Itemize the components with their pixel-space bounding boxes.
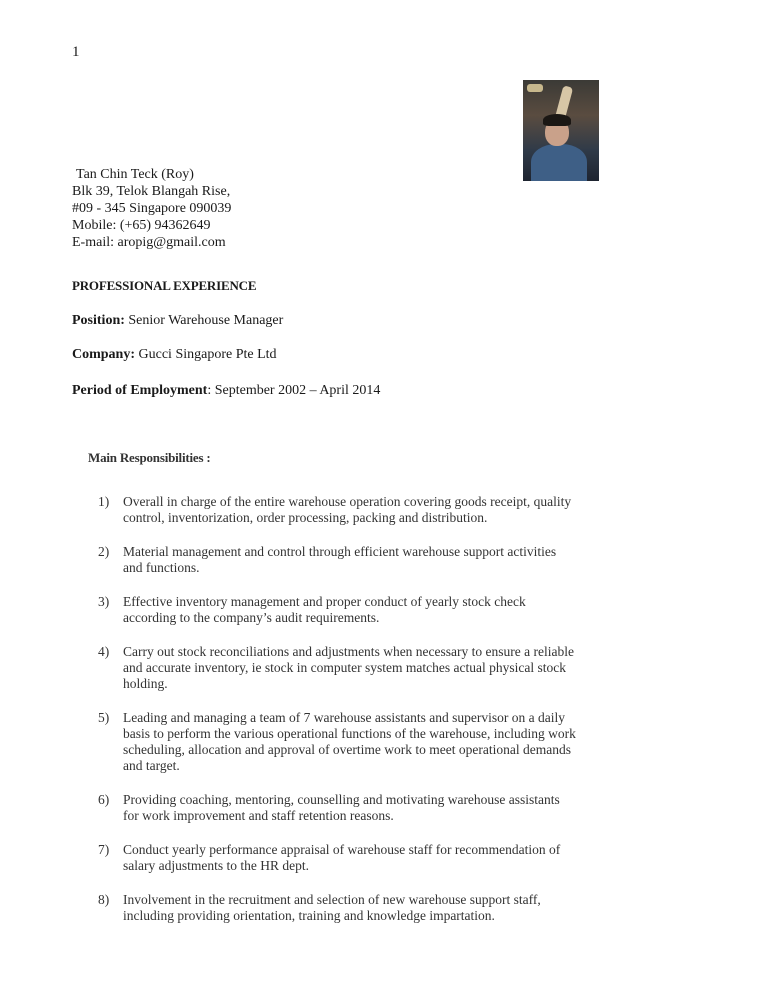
period-value: : September 2002 – April 2014: [207, 383, 381, 398]
contact-mobile: Mobile: (+65) 94362649: [72, 218, 211, 233]
contact-block: [72, 166, 231, 251]
page-number: 1: [72, 44, 80, 60]
list-item-text: Leading and managing a team of 7 warehouse assistants and supervisor on a daily basis to perform the various operational functions of the warehouse, including work scheduling, allocation and approval of overtime work to meet operational demands and target.: [123, 710, 576, 773]
contact-email: E-mail: aropig@gmail.com: [72, 235, 226, 250]
list-item: [98, 644, 578, 692]
period-label: Period of Employment: [72, 383, 208, 398]
list-item: [98, 544, 578, 576]
list-item: [98, 494, 578, 526]
list-item-number: 7): [98, 842, 110, 857]
position-label: Position:: [72, 313, 125, 328]
company-field: [72, 347, 277, 363]
list-item: [98, 710, 578, 774]
list-item-text: Conduct yearly performance appraisal of warehouse staff for recommendation of salary adjustments to the HR dept.: [123, 842, 561, 873]
responsibilities-list: [98, 494, 578, 942]
list-item: [98, 892, 578, 924]
list-item-text: Effective inventory management and proper conduct of yearly stock check according to the company’s audit requirements.: [123, 594, 526, 625]
company-value: Gucci Singapore Pte Ltd: [135, 347, 277, 362]
position-field: [72, 313, 283, 329]
section-title-professional-experience: PROFESSIONAL EXPERIENCE: [72, 278, 257, 293]
responsibilities-title: Main Responsibilities :: [88, 450, 211, 465]
list-item-text: Overall in charge of the entire warehouse operation covering goods receipt, quality control, inventorization, order processing, packing and distribution.: [123, 494, 572, 525]
profile-photo: [523, 80, 599, 181]
list-item: [98, 594, 578, 626]
contact-address-line-1: Blk 39, Telok Blangah Rise,: [72, 184, 231, 199]
contact-address-line-2: #09 - 345 Singapore 090039: [72, 201, 232, 216]
list-item-text: Material management and control through efficient warehouse support activities and functions.: [123, 544, 557, 575]
list-item-number: 5): [98, 710, 110, 725]
list-item-number: 8): [98, 892, 110, 907]
company-label: Company:: [72, 347, 136, 362]
list-item-number: 2): [98, 544, 110, 559]
period-field: [72, 383, 380, 399]
list-item-text: Carry out stock reconciliations and adjustments when necessary to ensure a reliable and accurate inventory, ie stock in computer system matches actual physical stock holding.: [123, 644, 574, 691]
list-item-number: 6): [98, 792, 110, 807]
list-item: [98, 842, 578, 874]
position-value: Senior Warehouse Manager: [124, 313, 284, 328]
list-item-number: 3): [98, 594, 110, 609]
list-item-number: 4): [98, 644, 110, 659]
list-item-text: Involvement in the recruitment and selection of new warehouse support staff, including providing orientation, training and knowledge impartation.: [123, 892, 541, 923]
list-item: [98, 792, 578, 824]
list-item-text: Providing coaching, mentoring, counselling and motivating warehouse assistants for work improvement and staff retention reasons.: [123, 792, 560, 823]
contact-name: Tan Chin Teck (Roy): [76, 167, 194, 182]
list-item-number: 1): [98, 494, 110, 509]
